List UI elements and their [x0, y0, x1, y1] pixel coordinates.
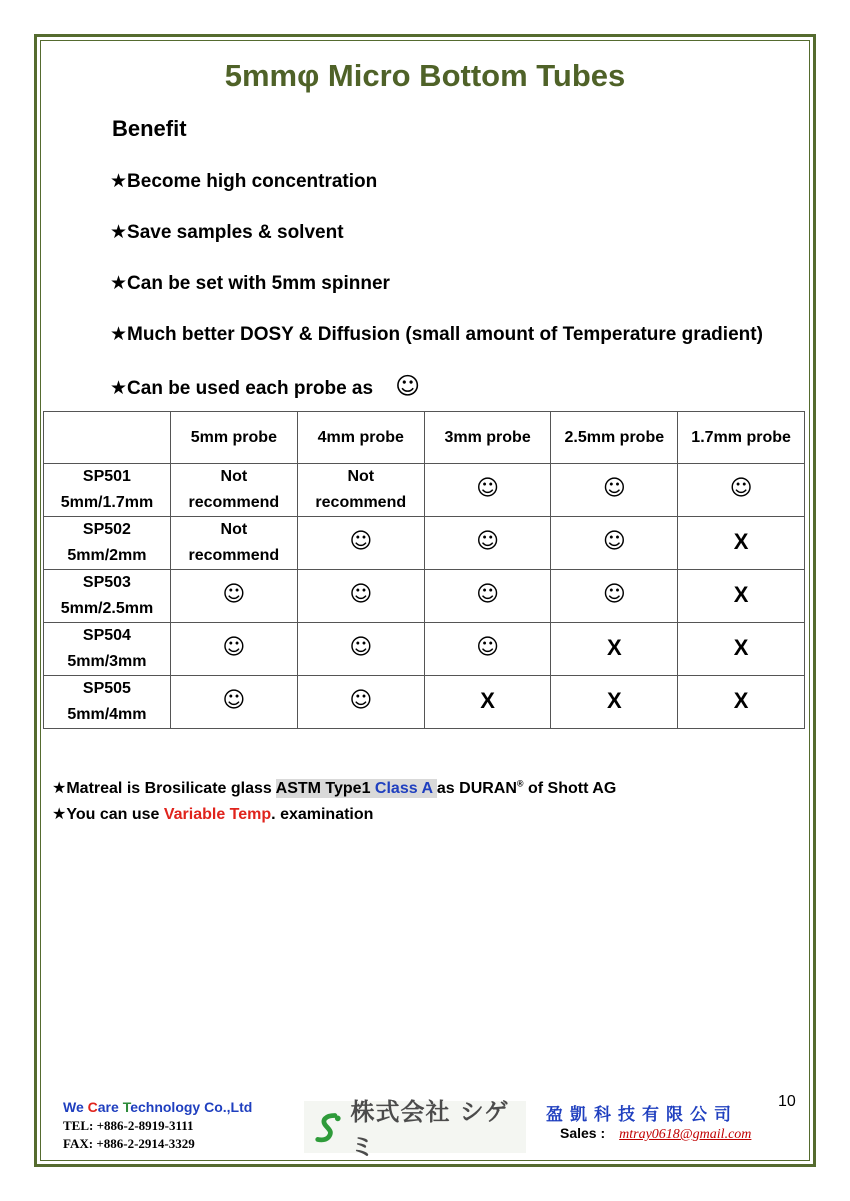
material-note-suffix: of Shott AG: [523, 780, 617, 797]
benefit-item: ★Become high concentration: [110, 171, 378, 192]
smile-icon: ☺: [349, 582, 373, 607]
model-code: SP505: [82, 680, 131, 697]
smile-icon: ☺: [602, 529, 626, 554]
compatible-cell: [170, 570, 297, 623]
page-title: 5mmφ Micro Bottom Tubes: [224, 58, 626, 93]
not-recommend-cell: [170, 517, 297, 570]
compatible-cell: [424, 517, 551, 570]
astm-text: ASTM Type1: [275, 780, 371, 797]
model-size: 5mm/2.5mm: [60, 600, 154, 617]
company-name: [63, 1099, 252, 1115]
model-size: 5mm/4mm: [67, 706, 147, 723]
model-cell: [44, 676, 171, 729]
material-as: as DURAN: [436, 780, 517, 797]
smile-icon: ☺: [476, 476, 500, 501]
table-header-row: [44, 412, 805, 464]
shigemi-logo-text: 株式会社 シゲミ: [350, 1098, 510, 1161]
registered-mark: ®: [516, 778, 524, 789]
table-row: [44, 464, 805, 517]
variable-temp-label: Variable Temp: [163, 806, 272, 823]
benefit-heading: Benefit: [112, 116, 187, 141]
temp-note: [52, 804, 373, 824]
smile-icon: ☺: [476, 635, 500, 660]
not-recommend-text: Not recommend: [315, 468, 407, 511]
table-row: [44, 570, 805, 623]
smile-icon: ☺: [602, 476, 626, 501]
smile-icon: ☺: [349, 529, 373, 554]
incompatible-cell: [424, 676, 551, 729]
model-size: 5mm/2mm: [67, 547, 147, 564]
table-body: [44, 464, 805, 729]
table-header-cell: 1.7mm probe: [678, 412, 805, 464]
smile-icon: ☺: [476, 582, 500, 607]
x-mark: X: [606, 634, 622, 660]
benefit-item: ★Can be set with 5mm spinner: [110, 273, 390, 294]
table-header-cell: [44, 412, 171, 464]
incompatible-cell: [678, 517, 805, 570]
smile-icon: ☺: [222, 635, 246, 660]
compatibility-table: [43, 411, 805, 729]
not-recommend-cell: [297, 464, 424, 517]
smile-icon: ☺: [222, 582, 246, 607]
model-cell: [44, 464, 171, 517]
incompatible-cell: [551, 623, 678, 676]
incompatible-cell: [678, 623, 805, 676]
model-size: 5mm/1.7mm: [60, 494, 154, 511]
table-header-cell: 3mm probe: [424, 412, 551, 464]
compatible-cell: [297, 517, 424, 570]
not-recommend-cell: [170, 464, 297, 517]
not-recommend-text: Not recommend: [188, 468, 280, 511]
x-mark: X: [733, 581, 749, 607]
company-name-part: T: [122, 1099, 131, 1115]
model-size: 5mm/3mm: [67, 653, 147, 670]
x-mark: X: [733, 528, 749, 554]
compatible-cell: [551, 464, 678, 517]
table-header-cell: 2.5mm probe: [551, 412, 678, 464]
compatible-cell: [297, 570, 424, 623]
compatible-cell: [297, 623, 424, 676]
compatible-cell: [424, 623, 551, 676]
sales-label: Sales :: [560, 1125, 606, 1141]
x-mark: X: [733, 634, 749, 660]
company-name-part: We: [63, 1099, 88, 1115]
astm-label: [276, 779, 437, 798]
table-header-cell: 5mm probe: [170, 412, 297, 464]
compatible-cell: [551, 570, 678, 623]
x-mark: X: [480, 687, 495, 713]
compatible-cell: [170, 623, 297, 676]
page-number: 10: [778, 1093, 796, 1110]
smile-icon: ☺: [349, 688, 373, 713]
not-recommend-text: Not recommend: [188, 521, 280, 564]
compatible-cell: [424, 464, 551, 517]
compatible-cell: [424, 570, 551, 623]
benefit-item-probe: [110, 372, 420, 400]
class-a-label: Class A: [374, 780, 433, 797]
chinese-company-name: 盈凱科技有限公司: [546, 1105, 738, 1125]
model-code: SP501: [82, 468, 131, 485]
x-mark: X: [606, 687, 622, 713]
x-mark: X: [733, 687, 749, 713]
incompatible-cell: [551, 676, 678, 729]
incompatible-cell: [678, 570, 805, 623]
model-code: SP502: [82, 521, 131, 538]
company-fax: FAX: +886-2-2914-3329: [63, 1136, 195, 1151]
material-note-prefix: Matreal is Brosilicate glass: [66, 780, 272, 797]
shigemi-logo-icon: [312, 1110, 344, 1144]
temp-note-suffix: . examination: [271, 806, 374, 823]
model-cell: [44, 623, 171, 676]
model-code: SP504: [82, 627, 131, 644]
model-code: SP503: [82, 574, 131, 591]
compatible-cell: [551, 517, 678, 570]
benefit-item: ★Much better DOSY & Diffusion (small amount of Temperature gradient): [110, 324, 763, 345]
company-name-part: C: [87, 1099, 98, 1115]
smile-icon: ☺: [729, 476, 753, 501]
compatible-cell: [297, 676, 424, 729]
temp-note-prefix: You can use: [66, 806, 164, 823]
star-icon: ★: [52, 806, 67, 823]
shigemi-logo: [304, 1098, 526, 1161]
table-row: [44, 623, 805, 676]
table-row: [44, 517, 805, 570]
benefit-item: ★Save samples & solvent: [110, 222, 344, 243]
sales-contact: [560, 1125, 751, 1143]
smile-icon: ☺: [349, 635, 373, 660]
incompatible-cell: [678, 676, 805, 729]
table-row: [44, 676, 805, 729]
star-icon: ★: [52, 780, 67, 797]
table-header-cell: 4mm probe: [297, 412, 424, 464]
sales-email-link[interactable]: mtray0618@gmail.com: [619, 1127, 752, 1142]
smile-icon: ☺: [395, 372, 421, 400]
company-name-part: are: [97, 1099, 123, 1115]
benefit-item-label: ★Can be used each probe as: [110, 378, 374, 399]
smile-icon: ☺: [602, 582, 626, 607]
compatible-cell: [678, 464, 805, 517]
company-tel: TEL: +886-2-8919-3111: [63, 1118, 194, 1133]
material-note: [52, 778, 616, 798]
model-cell: [44, 570, 171, 623]
compatible-cell: [170, 676, 297, 729]
company-name-part: echnology Co.,Ltd: [130, 1099, 253, 1115]
model-cell: [44, 517, 171, 570]
smile-icon: ☺: [222, 688, 246, 713]
smile-icon: ☺: [476, 529, 500, 554]
